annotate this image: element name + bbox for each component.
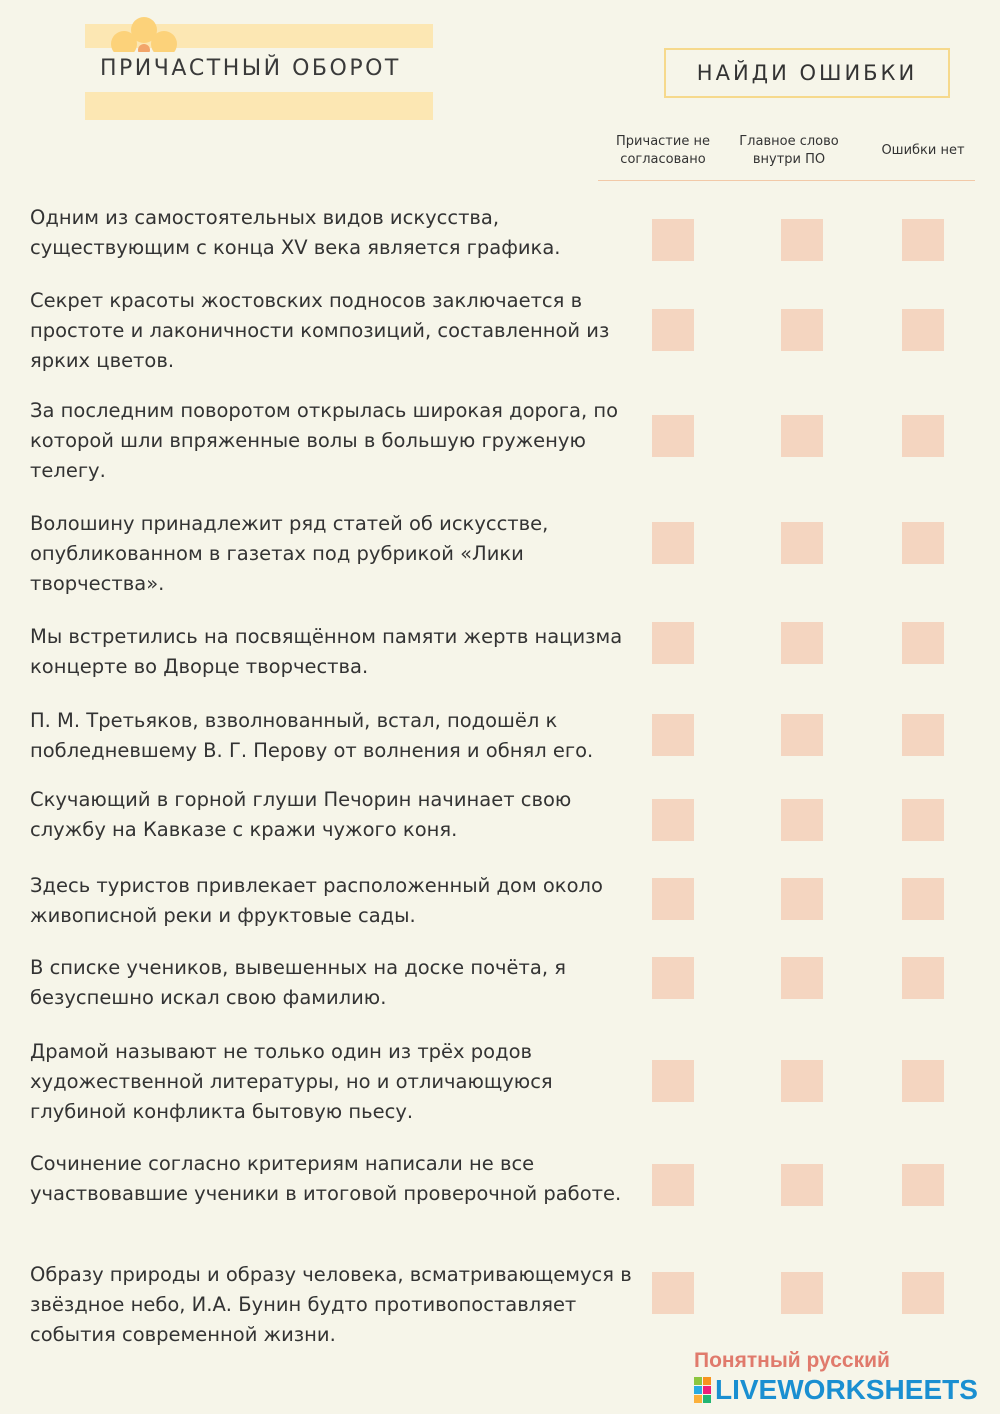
checkbox-no-error[interactable] (902, 309, 944, 351)
header-divider (598, 180, 975, 181)
checkbox-not-agreed[interactable] (652, 714, 694, 756)
checkbox-not-agreed[interactable] (652, 1272, 694, 1314)
flower-icon (104, 8, 184, 52)
liveworksheets-logo[interactable] (694, 1376, 978, 1404)
checkbox-not-agreed[interactable] (652, 799, 694, 841)
checkbox-not-agreed[interactable] (652, 622, 694, 664)
checkbox-not-agreed[interactable] (652, 219, 694, 261)
checkbox-no-error[interactable] (902, 415, 944, 457)
checkbox-not-agreed[interactable] (652, 878, 694, 920)
checkbox-no-error[interactable] (902, 799, 944, 841)
task-box (664, 48, 950, 98)
checkbox-not-agreed[interactable] (652, 309, 694, 351)
sentence-text: П. М. Третьяков, взволнованный, встал, подошёл к побледневшему В. Г. Перову от волнения и обнял его. (30, 709, 594, 762)
checkbox-no-error[interactable] (902, 219, 944, 261)
page-title: ПРИЧАСТНЫЙ ОБОРОТ (100, 56, 401, 81)
checkbox-not-agreed[interactable] (652, 1164, 694, 1206)
banner-band-bottom (85, 92, 433, 120)
column-header-no-error: Ошибки нет (881, 143, 965, 158)
checkbox-main-word-inside[interactable] (781, 799, 823, 841)
checkbox-main-word-inside[interactable] (781, 878, 823, 920)
checkbox-not-agreed[interactable] (652, 957, 694, 999)
checkbox-main-word-inside[interactable] (781, 1272, 823, 1314)
checkbox-main-word-inside[interactable] (781, 1060, 823, 1102)
checkbox-not-agreed[interactable] (652, 415, 694, 457)
checkbox-no-error[interactable] (902, 714, 944, 756)
checkbox-not-agreed[interactable] (652, 522, 694, 564)
checkbox-main-word-inside[interactable] (781, 714, 823, 756)
column-header-main-word-inside: Главное слово внутри ПО (739, 134, 839, 167)
brand-name: Понятный русский (694, 1349, 890, 1372)
sentence-text: Волошину принадлежит ряд статей об искусстве, опубликованном в газетах под рубрикой «Лики творчества». (30, 512, 549, 595)
checkbox-main-word-inside[interactable] (781, 957, 823, 999)
checkbox-main-word-inside[interactable] (781, 1164, 823, 1206)
checkbox-main-word-inside[interactable] (781, 309, 823, 351)
sentence-text: Секрет красоты жостовских подносов заключается в простоте и лаконичности композиций, составленной из ярких цветов. (30, 289, 610, 372)
checkbox-no-error[interactable] (902, 1060, 944, 1102)
sentence-text: За последним поворотом открылась широкая дорога, по которой шли впряженные волы в большую груженую телегу. (30, 399, 619, 482)
checkbox-no-error[interactable] (902, 878, 944, 920)
sentence-text: Образу природы и образу человека, всматривающемуся в звёздное небо, И.А. Бунин будто противопоставляет события современной жизни. (30, 1263, 632, 1346)
task-title: НАЙДИ ОШИБКИ (696, 61, 918, 85)
checkbox-main-word-inside[interactable] (781, 622, 823, 664)
checkbox-main-word-inside[interactable] (781, 415, 823, 457)
checkbox-main-word-inside[interactable] (781, 522, 823, 564)
sentence-text: Драмой называют не только один из трёх родов художественной литературы, но и отличающуюся глубиной конфликта бытовую пьесу. (30, 1040, 553, 1123)
logo-blocks-icon (694, 1377, 711, 1403)
sentence-text: Скучающий в горной глуши Печорин начинает свою службу на Кавказе с кражи чужого коня. (30, 788, 572, 841)
checkbox-no-error[interactable] (902, 957, 944, 999)
sentence-text: Сочинение согласно критериям написали не все участвовавшие ученики в итоговой проверочной работе. (30, 1152, 622, 1205)
checkbox-not-agreed[interactable] (652, 1060, 694, 1102)
checkbox-no-error[interactable] (902, 1272, 944, 1314)
logo-text: LIVEWORKSHEETS (715, 1374, 978, 1405)
sentence-text: Одним из самостоятельных видов искусства, существующим с конца XV века является графика. (30, 206, 561, 259)
checkbox-no-error[interactable] (902, 622, 944, 664)
sentence-text: В списке учеников, вывешенных на доске почёта, я безуспешно искал свою фамилию. (30, 956, 566, 1009)
sentence-text: Здесь туристов привлекает расположенный дом около живописной реки и фруктовые сады. (30, 874, 603, 927)
checkbox-main-word-inside[interactable] (781, 219, 823, 261)
column-header-not-agreed: Причастие не согласовано (616, 134, 710, 167)
checkbox-no-error[interactable] (902, 1164, 944, 1206)
sentence-text: Мы встретились на посвящённом памяти жертв нацизма концерте во Дворце творчества. (30, 625, 623, 678)
checkbox-no-error[interactable] (902, 522, 944, 564)
